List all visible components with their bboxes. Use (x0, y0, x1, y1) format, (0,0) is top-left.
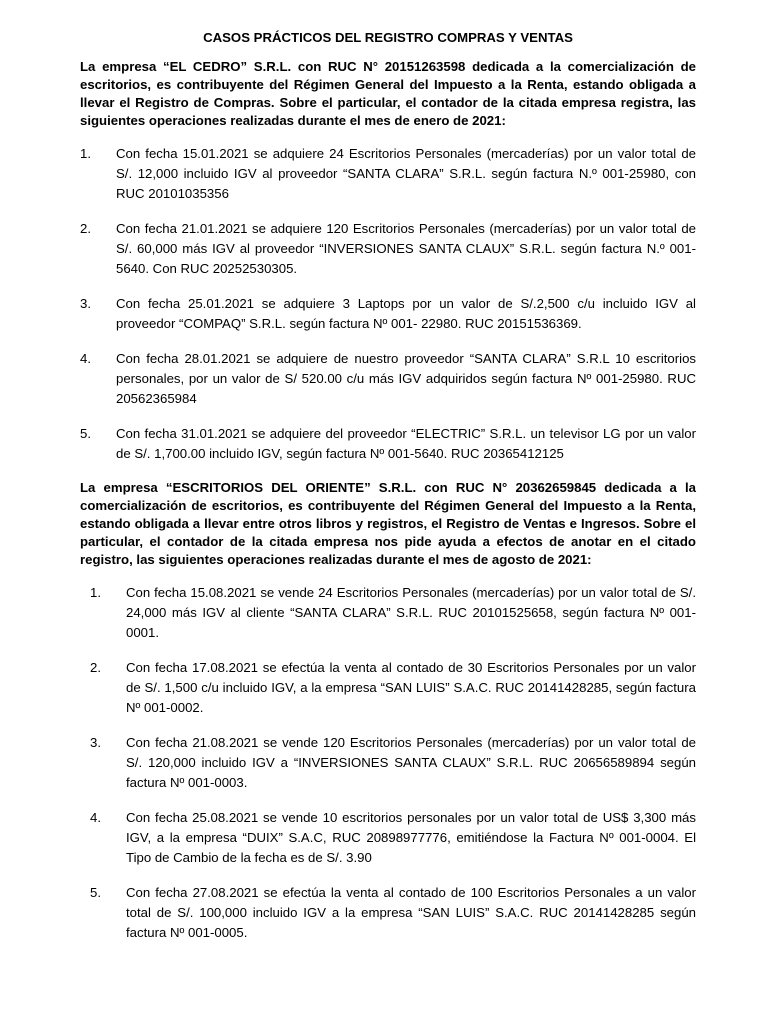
item-number: 5. (80, 426, 91, 441)
item-number: 1. (80, 146, 91, 161)
item-text: Con fecha 25.08.2021 se vende 10 escritorios personales por un valor total de US$ 3,300 más IGV, a la empresa “DUIX” S.A.C, RUC 20898977776, emitiéndose la Factura Nº 001-0004. El Tipo de Cambio de la fecha es de S/. 3.90 (126, 810, 696, 865)
purchases-list (80, 144, 696, 464)
item-number: 3. (80, 296, 91, 311)
item-number: 4. (80, 351, 91, 366)
item-text: Con fecha 21.01.2021 se adquiere 120 Escritorios Personales (mercaderías) por un valor total de S/. 60,000 más IGV al proveedor “INVERSIONES SANTA CLAUX” S.R.L. según factura N.º 001-5640. Con RUC 20252530305. (116, 221, 696, 276)
item-number: 2. (80, 221, 91, 236)
document-title: CASOS PRÁCTICOS DEL REGISTRO COMPRAS Y VENTAS (203, 30, 573, 45)
list-item (80, 294, 696, 334)
list-item (90, 883, 696, 943)
item-text: Con fecha 15.01.2021 se adquiere 24 Escritorios Personales (mercaderías) por un valor total de S/. 12,000 incluido IGV al proveedor “SANTA CLARA” S.R.L. según factura N.º 001-25980, con RUC 20101035356 (116, 146, 696, 201)
item-text: Con fecha 15.08.2021 se vende 24 Escritorios Personales (mercaderías) por un valor total de S/. 24,000 más IGV al cliente “SANTA CLARA” S.R.L. RUC 20101525658, según factura Nº 001-0001. (126, 585, 696, 640)
item-text: Con fecha 21.08.2021 se vende 120 Escritorios Personales (mercaderías) por un valor total de S/. 120,000 incluido IGV a “INVERSIONES SANTA CLAUX” S.R.L. RUC 20656589894 según factura Nº 001-0003. (126, 735, 696, 790)
list-item (80, 144, 696, 204)
item-text: Con fecha 27.08.2021 se efectúa la venta al contado de 100 Escritorios Personales a un valor total de S/. 100,000 incluido IGV a la empresa “SAN LUIS” S.A.C. RUC 20141428285 según factura Nº 001-0005. (126, 885, 696, 940)
item-number: 2. (90, 660, 101, 675)
section1-intro: La empresa “EL CEDRO” S.R.L. con RUC N° 20151263598 dedicada a la comercialización de escritorios, es contribuyente del Régimen General del Impuesto a la Renta, estando obligada a llevar el Registro de Compras. Sobre el particular, el contador de la citada empresa registra, las siguientes operaciones realizadas durante el mes de enero de 2021: (80, 59, 696, 128)
list-item (80, 219, 696, 279)
list-item (90, 733, 696, 793)
list-item (80, 424, 696, 464)
sales-list (80, 583, 696, 943)
item-number: 3. (90, 735, 101, 750)
list-item (90, 808, 696, 868)
item-number: 1. (90, 585, 101, 600)
list-item (80, 349, 696, 409)
section2-intro: La empresa “ESCRITORIOS DEL ORIENTE” S.R.L. con RUC N° 20362659845 dedicada a la comercialización de escritorios, es contribuyente del Régimen General del Impuesto a la Renta, estando obligada a llevar entre otros libros y registros, el Registro de Ventas e Ingresos. Sobre el particular, el contador de la citada empresa nos pide ayuda a efectos de anotar en el citado registro, las siguientes operaciones realizadas durante el mes de agosto de 2021: (80, 480, 696, 567)
item-text: Con fecha 31.01.2021 se adquiere del proveedor “ELECTRIC” S.R.L. un televisor LG por un valor de S/. 1,700.00 incluido IGV, según factura Nº 001-5640. RUC 20365412125 (116, 426, 696, 461)
item-text: Con fecha 25.01.2021 se adquiere 3 Laptops por un valor de S/.2,500 c/u incluido IGV al proveedor “COMPAQ” S.R.L. según factura Nº 001- 22980. RUC 20151536369. (116, 296, 696, 331)
list-item (90, 583, 696, 643)
item-text: Con fecha 28.01.2021 se adquiere de nuestro proveedor “SANTA CLARA” S.R.L 10 escritorios personales, por un valor de S/ 520.00 c/u más IGV adquiridos según factura Nº 001-25980. RUC 20562365984 (116, 351, 696, 406)
item-text: Con fecha 17.08.2021 se efectúa la venta al contado de 30 Escritorios Personales por un valor de S/. 1,500 c/u incluido IGV, a la empresa “SAN LUIS” S.A.C. RUC 20141428285, según factura Nº 001-0002. (126, 660, 696, 715)
item-number: 5. (90, 885, 101, 900)
list-item (90, 658, 696, 718)
item-number: 4. (90, 810, 101, 825)
